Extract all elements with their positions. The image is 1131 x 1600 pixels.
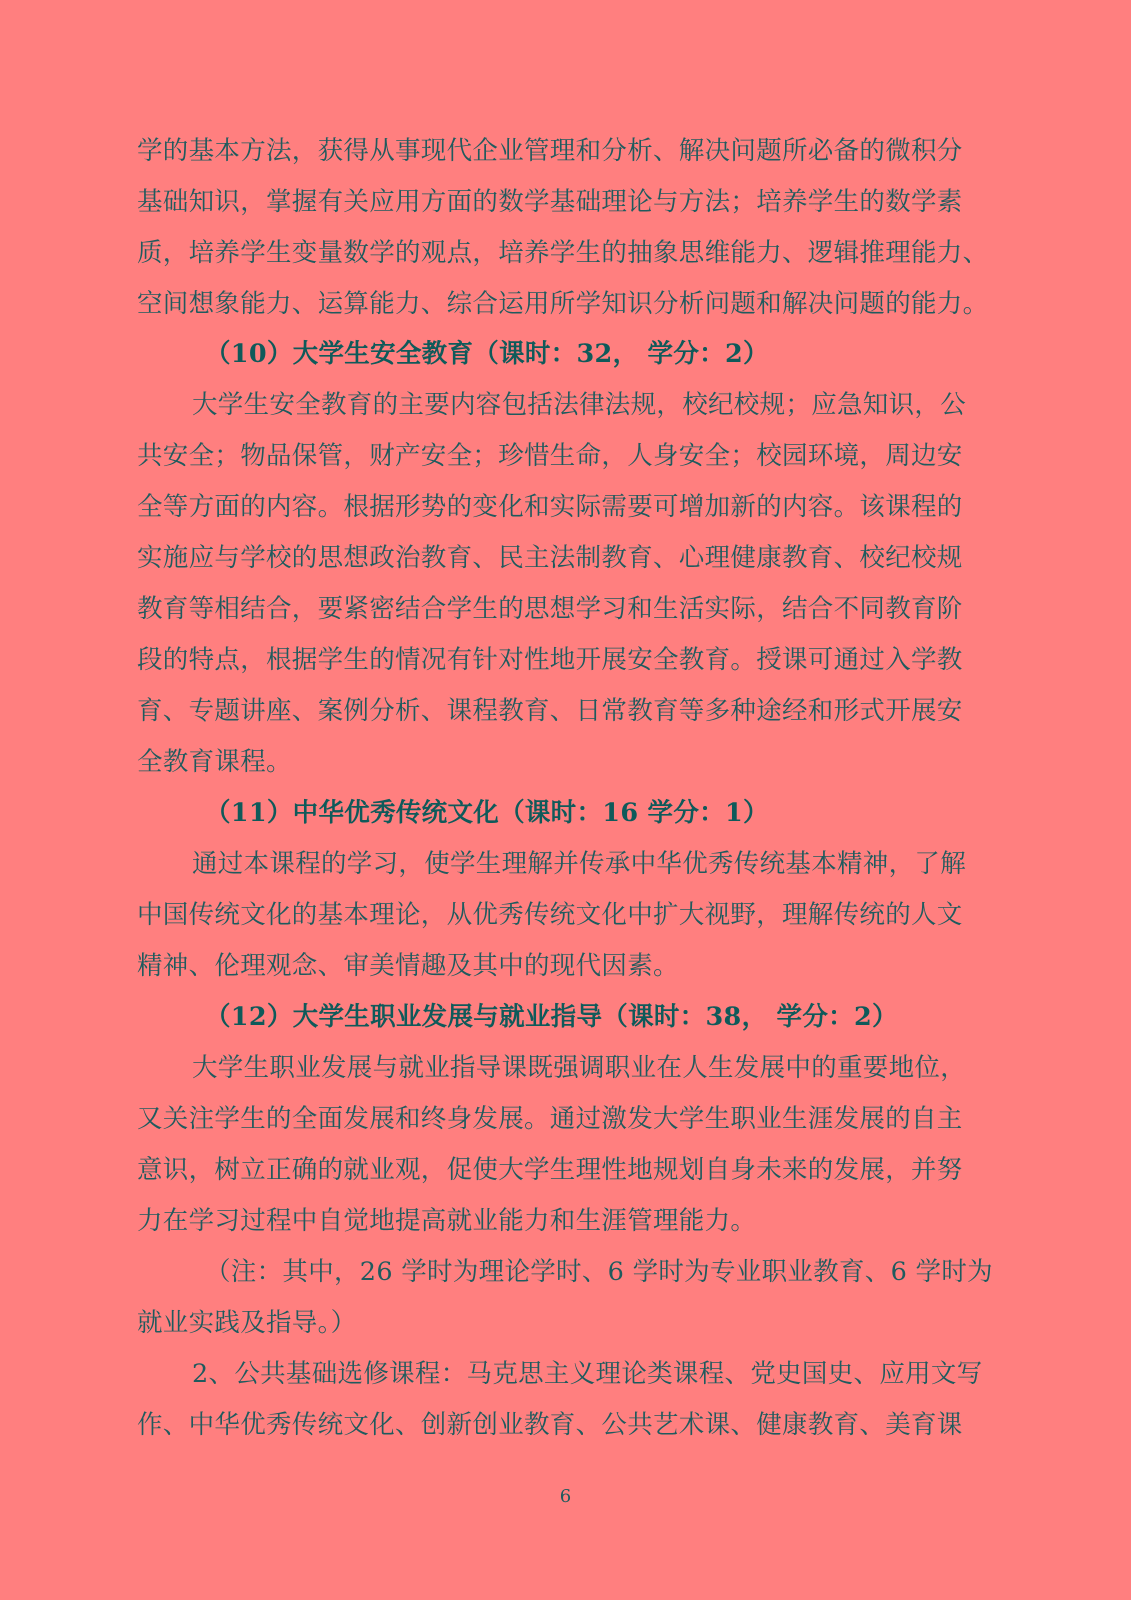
section-heading-11: （11）中华优秀传统文化（课时：16 学分：1） [205, 798, 769, 828]
paragraph-line: 大学生安全教育的主要内容包括法律法规，校纪校规；应急知识，公 [192, 390, 967, 420]
note-line: 就业实践及指导。） [137, 1308, 357, 1338]
section-heading-12: （12）大学生职业发展与就业指导（课时：38， 学分：2） [205, 1002, 898, 1032]
paragraph-line: 质，培养学生变量数学的观点，培养学生的抽象思维能力、逻辑推理能力、 [137, 238, 989, 268]
paragraph-line: 育、专题讲座、案例分析、课程教育、日常教育等多种途经和形式开展安 [137, 696, 963, 726]
paragraph-line: 教育等相结合，要紧密结合学生的思想学习和生活实际，结合不同教育阶 [137, 594, 963, 624]
paragraph-line: 作、中华优秀传统文化、创新创业教育、公共艺术课、健康教育、美育课 [137, 1410, 963, 1440]
paragraph-line: 通过本课程的学习，使学生理解并传承中华优秀传统基本精神，了解 [192, 849, 967, 879]
paragraph-line: 全教育课程。 [137, 747, 292, 777]
paragraph-line: 力在学习过程中自觉地提高就业能力和生涯管理能力。 [137, 1206, 757, 1236]
paragraph-line: 2、公共基础选修课程：马克思主义理论类课程、党史国史、应用文写 [192, 1359, 983, 1389]
section-heading-10: （10）大学生安全教育（课时：32， 学分：2） [205, 339, 769, 369]
paragraph-line: 全等方面的内容。根据形势的变化和实际需要可增加新的内容。该课程的 [137, 492, 963, 522]
paragraph-line: 又关注学生的全面发展和终身发展。通过激发大学生职业生涯发展的自主 [137, 1104, 963, 1134]
paragraph-line: 基础知识，掌握有关应用方面的数学基础理论与方法；培养学生的数学素 [137, 187, 963, 217]
paragraph-line: 大学生职业发展与就业指导课既强调职业在人生发展中的重要地位， [192, 1053, 967, 1083]
paragraph-line: 中国传统文化的基本理论，从优秀传统文化中扩大视野，理解传统的人文 [137, 900, 963, 930]
paragraph-line: 段的特点，根据学生的情况有针对性地开展安全教育。授课可通过入学教 [137, 645, 963, 675]
paragraph-line: 实施应与学校的思想政治教育、民主法制教育、心理健康教育、校纪校规 [137, 543, 963, 573]
paragraph-line: 空间想象能力、运算能力、综合运用所学知识分析问题和解决问题的能力。 [137, 289, 989, 319]
paragraph-line: 共安全；物品保管，财产安全；珍惜生命，人身安全；校园环境，周边安 [137, 441, 963, 471]
paragraph-line: 精神、伦理观念、审美情趣及其中的现代因素。 [137, 951, 679, 981]
paragraph-line: 学的基本方法，获得从事现代企业管理和分析、解决问题所必备的微积分 [137, 136, 963, 166]
note-line: （注：其中，26 学时为理论学时、6 学时为专业职业教育、6 学时为 [205, 1257, 993, 1287]
page-number: 6 [559, 1486, 572, 1507]
paragraph-line: 意识，树立正确的就业观，促使大学生理性地规划自身未来的发展，并努 [137, 1155, 963, 1185]
